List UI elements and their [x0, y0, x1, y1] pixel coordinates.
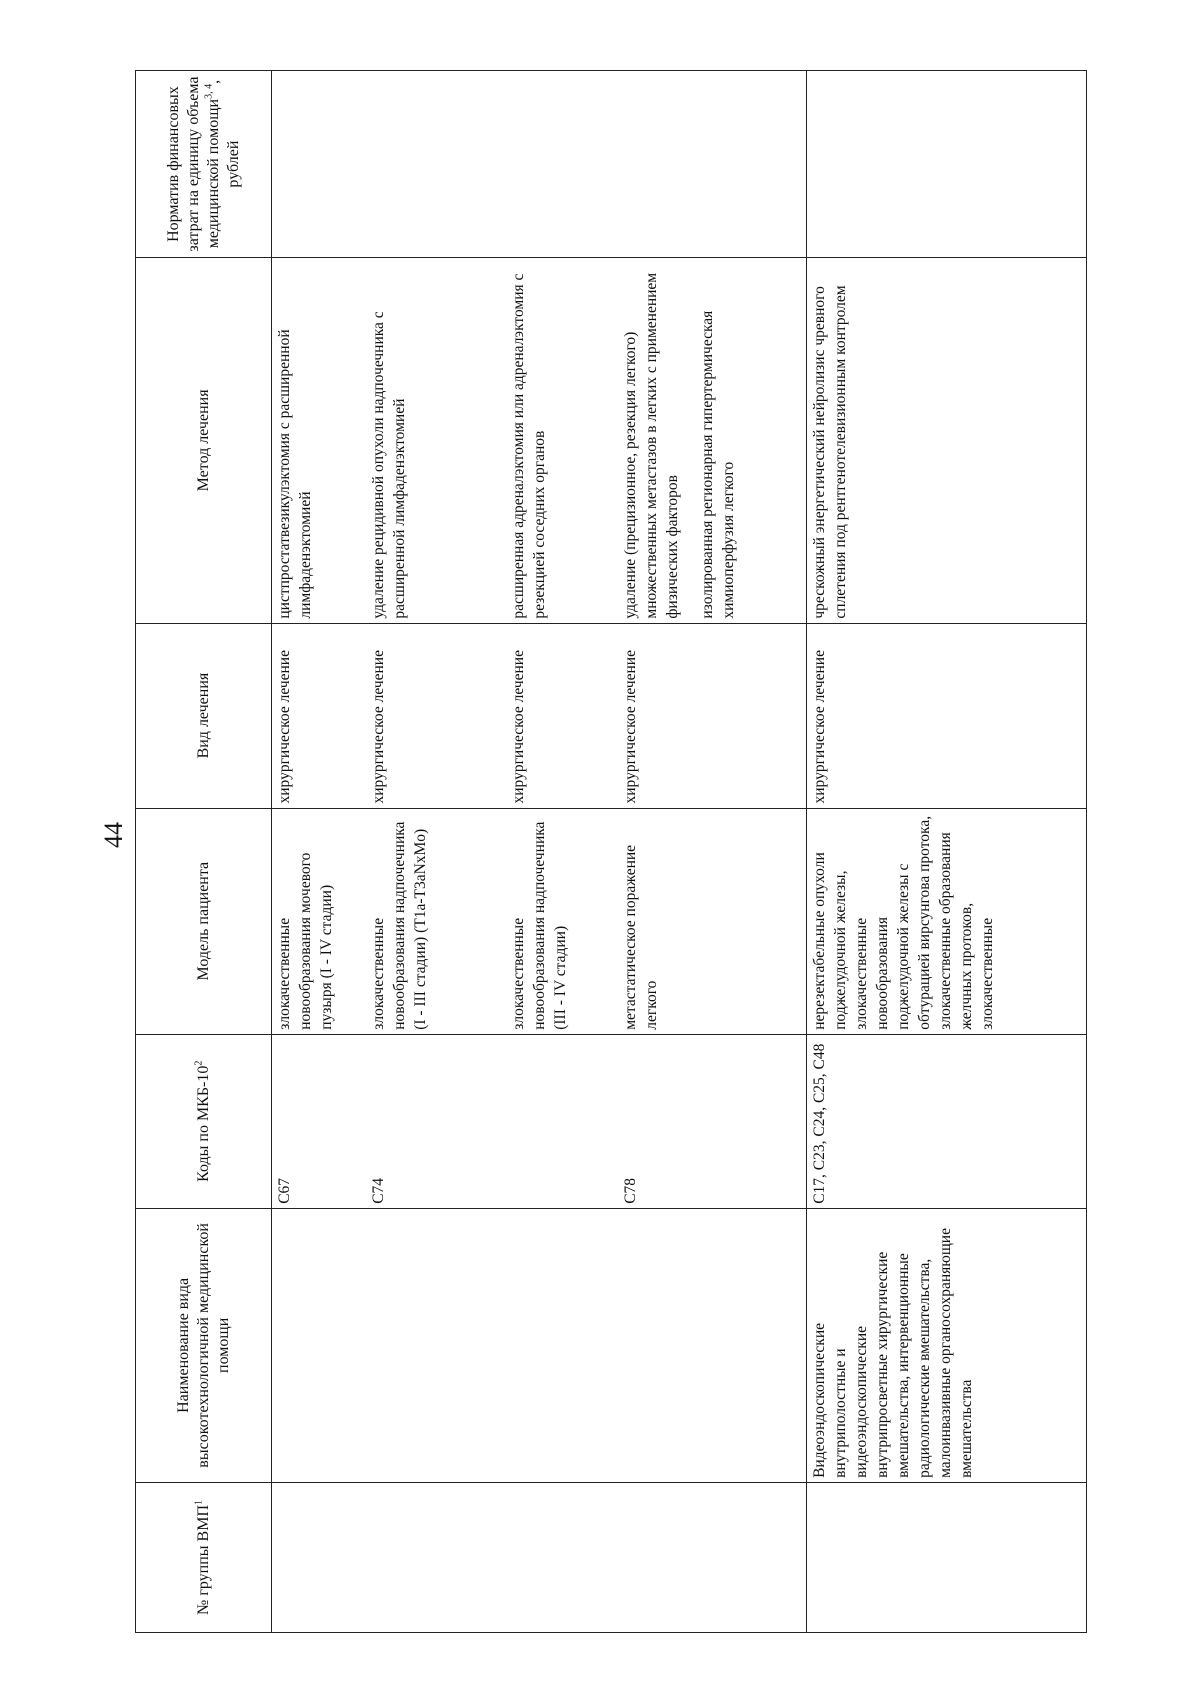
code-c67: C67 — [276, 1177, 293, 1204]
header-cost-norm: Норматив финансовых затрат на единицу объема медицинской помощи$^{3, 4}$, рублей — [136, 71, 272, 258]
cell-icd-codes: C17, C23, C24, C25, C48 — [807, 1034, 1087, 1208]
code-c78: C78 — [622, 1177, 639, 1204]
code-c74: C74 — [370, 1177, 387, 1204]
cell-treatment-type — [272, 623, 807, 808]
header-group-number: № группы ВМП$^1$ — [136, 1482, 272, 1632]
cell-patient-model — [272, 808, 807, 1034]
cell-treatment-method — [272, 258, 807, 623]
header-patient-model: Модель пациента — [136, 808, 272, 1034]
header-treatment-type: Вид лечения — [136, 623, 272, 808]
method-metastasis-removal: удаление (прецизионное, резекция легкого) множественных метастазов в легких с применением физических факторов — [622, 272, 681, 619]
vid-surgical-1: хирургическое лечение — [276, 650, 293, 804]
cell-treatment-type: хирургическое лечение — [807, 623, 1087, 808]
rotated-table — [135, 70, 1087, 1633]
code-empty — [508, 1039, 594, 1204]
cell-icd-codes — [272, 1034, 807, 1208]
model-adrenal-late: злокачественные новообразования надпочечника (III - IV стадии) — [510, 821, 569, 1030]
table-header-row — [136, 71, 272, 1633]
method-cystectomy: цистпростатвезикулэктомия с расширенной лимфаденэктомией — [276, 329, 314, 619]
vid-surgical-3: хирургическое лечение — [510, 650, 527, 804]
cell-vmp-name — [272, 1208, 807, 1482]
vmp-table — [135, 70, 1087, 1633]
model-adrenal-early: злокачественные новообразования надпочечника (I - III стадии) (T1a-T3aNxMo) — [370, 821, 429, 1030]
page-number: 44 — [99, 822, 128, 848]
vid-surgical-2: хирургическое лечение — [370, 650, 387, 804]
method-chemoperfusion: изолированная регионарная гипертермическая химиоперфузия легкого — [699, 310, 737, 619]
cell-vmp-name: Видеоэндоскопические внутриполостные и видеоэндоскопические внутрипросветные хирургические вмешательства, интервенционные радиологические вмешательства, малоинвазивные органосохраняющие вмешательства — [807, 1208, 1087, 1482]
cell-treatment-method: чрескожный энергетический нейролизис чревного сплетения под рентгенотелевизионным контролем — [807, 258, 1087, 623]
model-lung-metastasis: метастатическое поражение легкого — [622, 844, 660, 1030]
cell-cost-norm — [807, 71, 1087, 258]
header-icd-codes: Коды по МКБ-$10^2$ — [136, 1034, 272, 1208]
cell-cost-norm — [272, 71, 807, 258]
vid-surgical-4: хирургическое лечение — [622, 650, 639, 804]
cell-patient-model: нерезектабельные опухоли поджелудочной железы, злокачественные новообразования поджелудочной железы с обтурацией вирсунгова протока, злокачественные образования желчных протоков, злокачественные — [807, 808, 1087, 1034]
cell-group-number — [807, 1482, 1087, 1632]
method-adrenal-recurrence: удаление рецидивной опухоли надпочечника с расширенной лимфаденэктомией — [370, 311, 408, 619]
table-row — [807, 71, 1087, 1633]
header-vmp-name: Наименование вида высокотехнологичной медицинской помощи — [136, 1208, 272, 1482]
cell-group-number — [272, 1482, 807, 1632]
method-adrenalectomy: расширенная адреналэктомия или адреналэктомия с резекцией соседних органов — [510, 273, 548, 619]
table-container — [135, 70, 1087, 1633]
model-bladder: злокачественные новообразования мочевого пузыря (I - IV стадии) — [276, 852, 335, 1030]
table-row — [272, 71, 807, 1633]
header-treatment-method: Метод лечения — [136, 258, 272, 623]
